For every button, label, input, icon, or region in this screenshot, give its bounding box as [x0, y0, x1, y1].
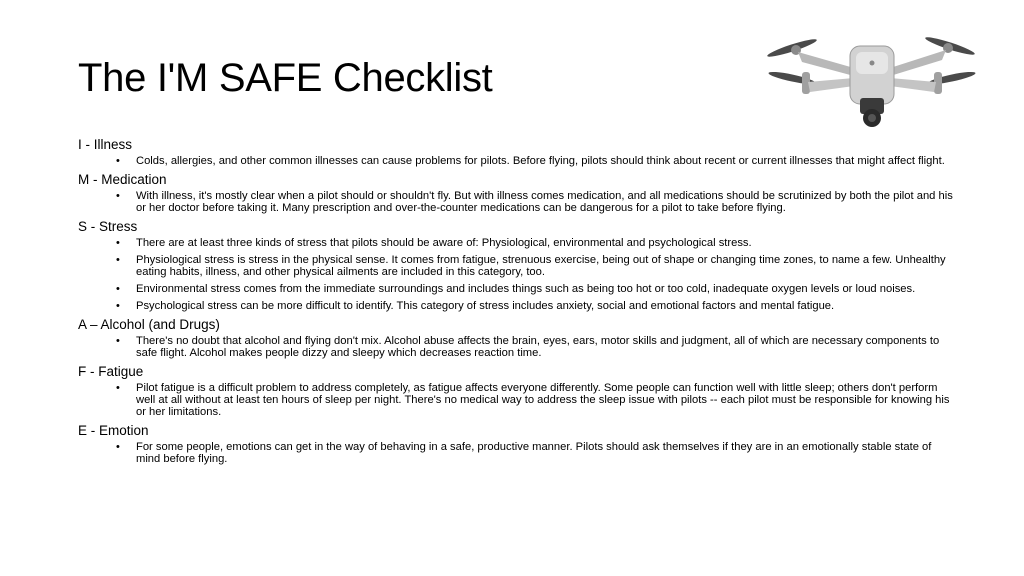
checklist-content: [78, 137, 958, 470]
bullet-list: [78, 237, 958, 312]
bullet-item: [78, 155, 958, 167]
bullet-text: Pilot fatigue is a difficult problem to address completely, as fatigue affects everyone differently. Some people can function well with little sleep; others don't perform well at all without at least ten hours of sleep per night. There's no medical way to address the sleep issue with pilots -- each pilot must be responsible for knowing his or her limitations.: [136, 382, 950, 418]
bullet-icon: •: [116, 335, 120, 347]
bullet-icon: •: [116, 254, 120, 266]
bullet-item: [78, 237, 958, 249]
section-fatigue: [78, 364, 958, 418]
bullet-icon: •: [116, 155, 120, 167]
bullet-list: [78, 335, 958, 359]
section-heading: M - Medication: [78, 172, 167, 187]
bullet-item: [78, 283, 958, 295]
bullet-list: [78, 190, 958, 214]
section-heading: I - Illness: [78, 137, 133, 152]
bullet-icon: •: [116, 441, 120, 453]
bullet-item: [78, 300, 958, 312]
bullet-text: For some people, emotions can get in the way of behaving in a safe, productive manner. Pilots should ask themselves if they are in an emotionally stable state of mind before flying.: [136, 441, 932, 465]
bullet-icon: •: [116, 190, 120, 202]
bullet-icon: •: [116, 237, 120, 249]
section-stress: [78, 219, 958, 312]
section-alcohol: [78, 317, 958, 359]
section-heading: F - Fatigue: [78, 364, 144, 379]
section-heading: A – Alcohol (and Drugs): [78, 317, 220, 332]
bullet-icon: •: [116, 283, 120, 295]
bullet-text: Psychological stress can be more difficult to identify. This category of stress includes anxiety, social and emotional factors and mental fatigue.: [136, 300, 835, 312]
section-illness: [78, 137, 958, 167]
bullet-list: [78, 382, 958, 418]
drone-icon: [762, 20, 982, 130]
bullet-list: [78, 441, 958, 465]
bullet-item: [78, 335, 958, 359]
section-heading: S - Stress: [78, 219, 138, 234]
bullet-text: There's no doubt that alcohol and flying don't mix. Alcohol abuse affects the brain, eyes, ears, motor skills and judgment, all of which are necessary components to safe flight. Alcohol makes people dizzy and sleepy which decreases reaction time.: [136, 335, 940, 359]
bullet-icon: •: [116, 300, 120, 312]
bullet-list: [78, 155, 958, 167]
section-emotion: [78, 423, 958, 465]
bullet-text: Colds, allergies, and other common illnesses can cause problems for pilots. Before flying, pilots should think about recent or current illnesses that might affect flight.: [136, 155, 945, 167]
bullet-icon: •: [116, 382, 120, 394]
bullet-text: Physiological stress is stress in the physical sense. It comes from fatigue, strenuous exercise, being out of shape or changing time zones, to name a few. Unhealthy eating habits, illness, and other physical ailments are included in this category, too.: [136, 254, 946, 278]
bullet-text: There are at least three kinds of stress that pilots should be aware of: Physiological, environmental and psychological stress.: [136, 237, 752, 249]
section-heading: E - Emotion: [78, 423, 149, 438]
section-medication: [78, 172, 958, 214]
bullet-text: Environmental stress comes from the immediate surroundings and includes things such as being too hot or too cold, inadequate oxygen levels or loud noises.: [136, 283, 916, 295]
bullet-item: [78, 190, 958, 214]
bullet-item: [78, 254, 958, 278]
bullet-item: [78, 441, 958, 465]
bullet-item: [78, 382, 958, 418]
bullet-text: With illness, it's mostly clear when a pilot should or shouldn't fly. But with illness comes medication, and all medications should be scrutinized by both the pilot and his or her doctor before taking it. Many prescription and over-the-counter medications can be dangerous for a pilot to take before flying.: [136, 190, 953, 214]
slide-title: The I'M SAFE Checklist: [78, 56, 493, 100]
